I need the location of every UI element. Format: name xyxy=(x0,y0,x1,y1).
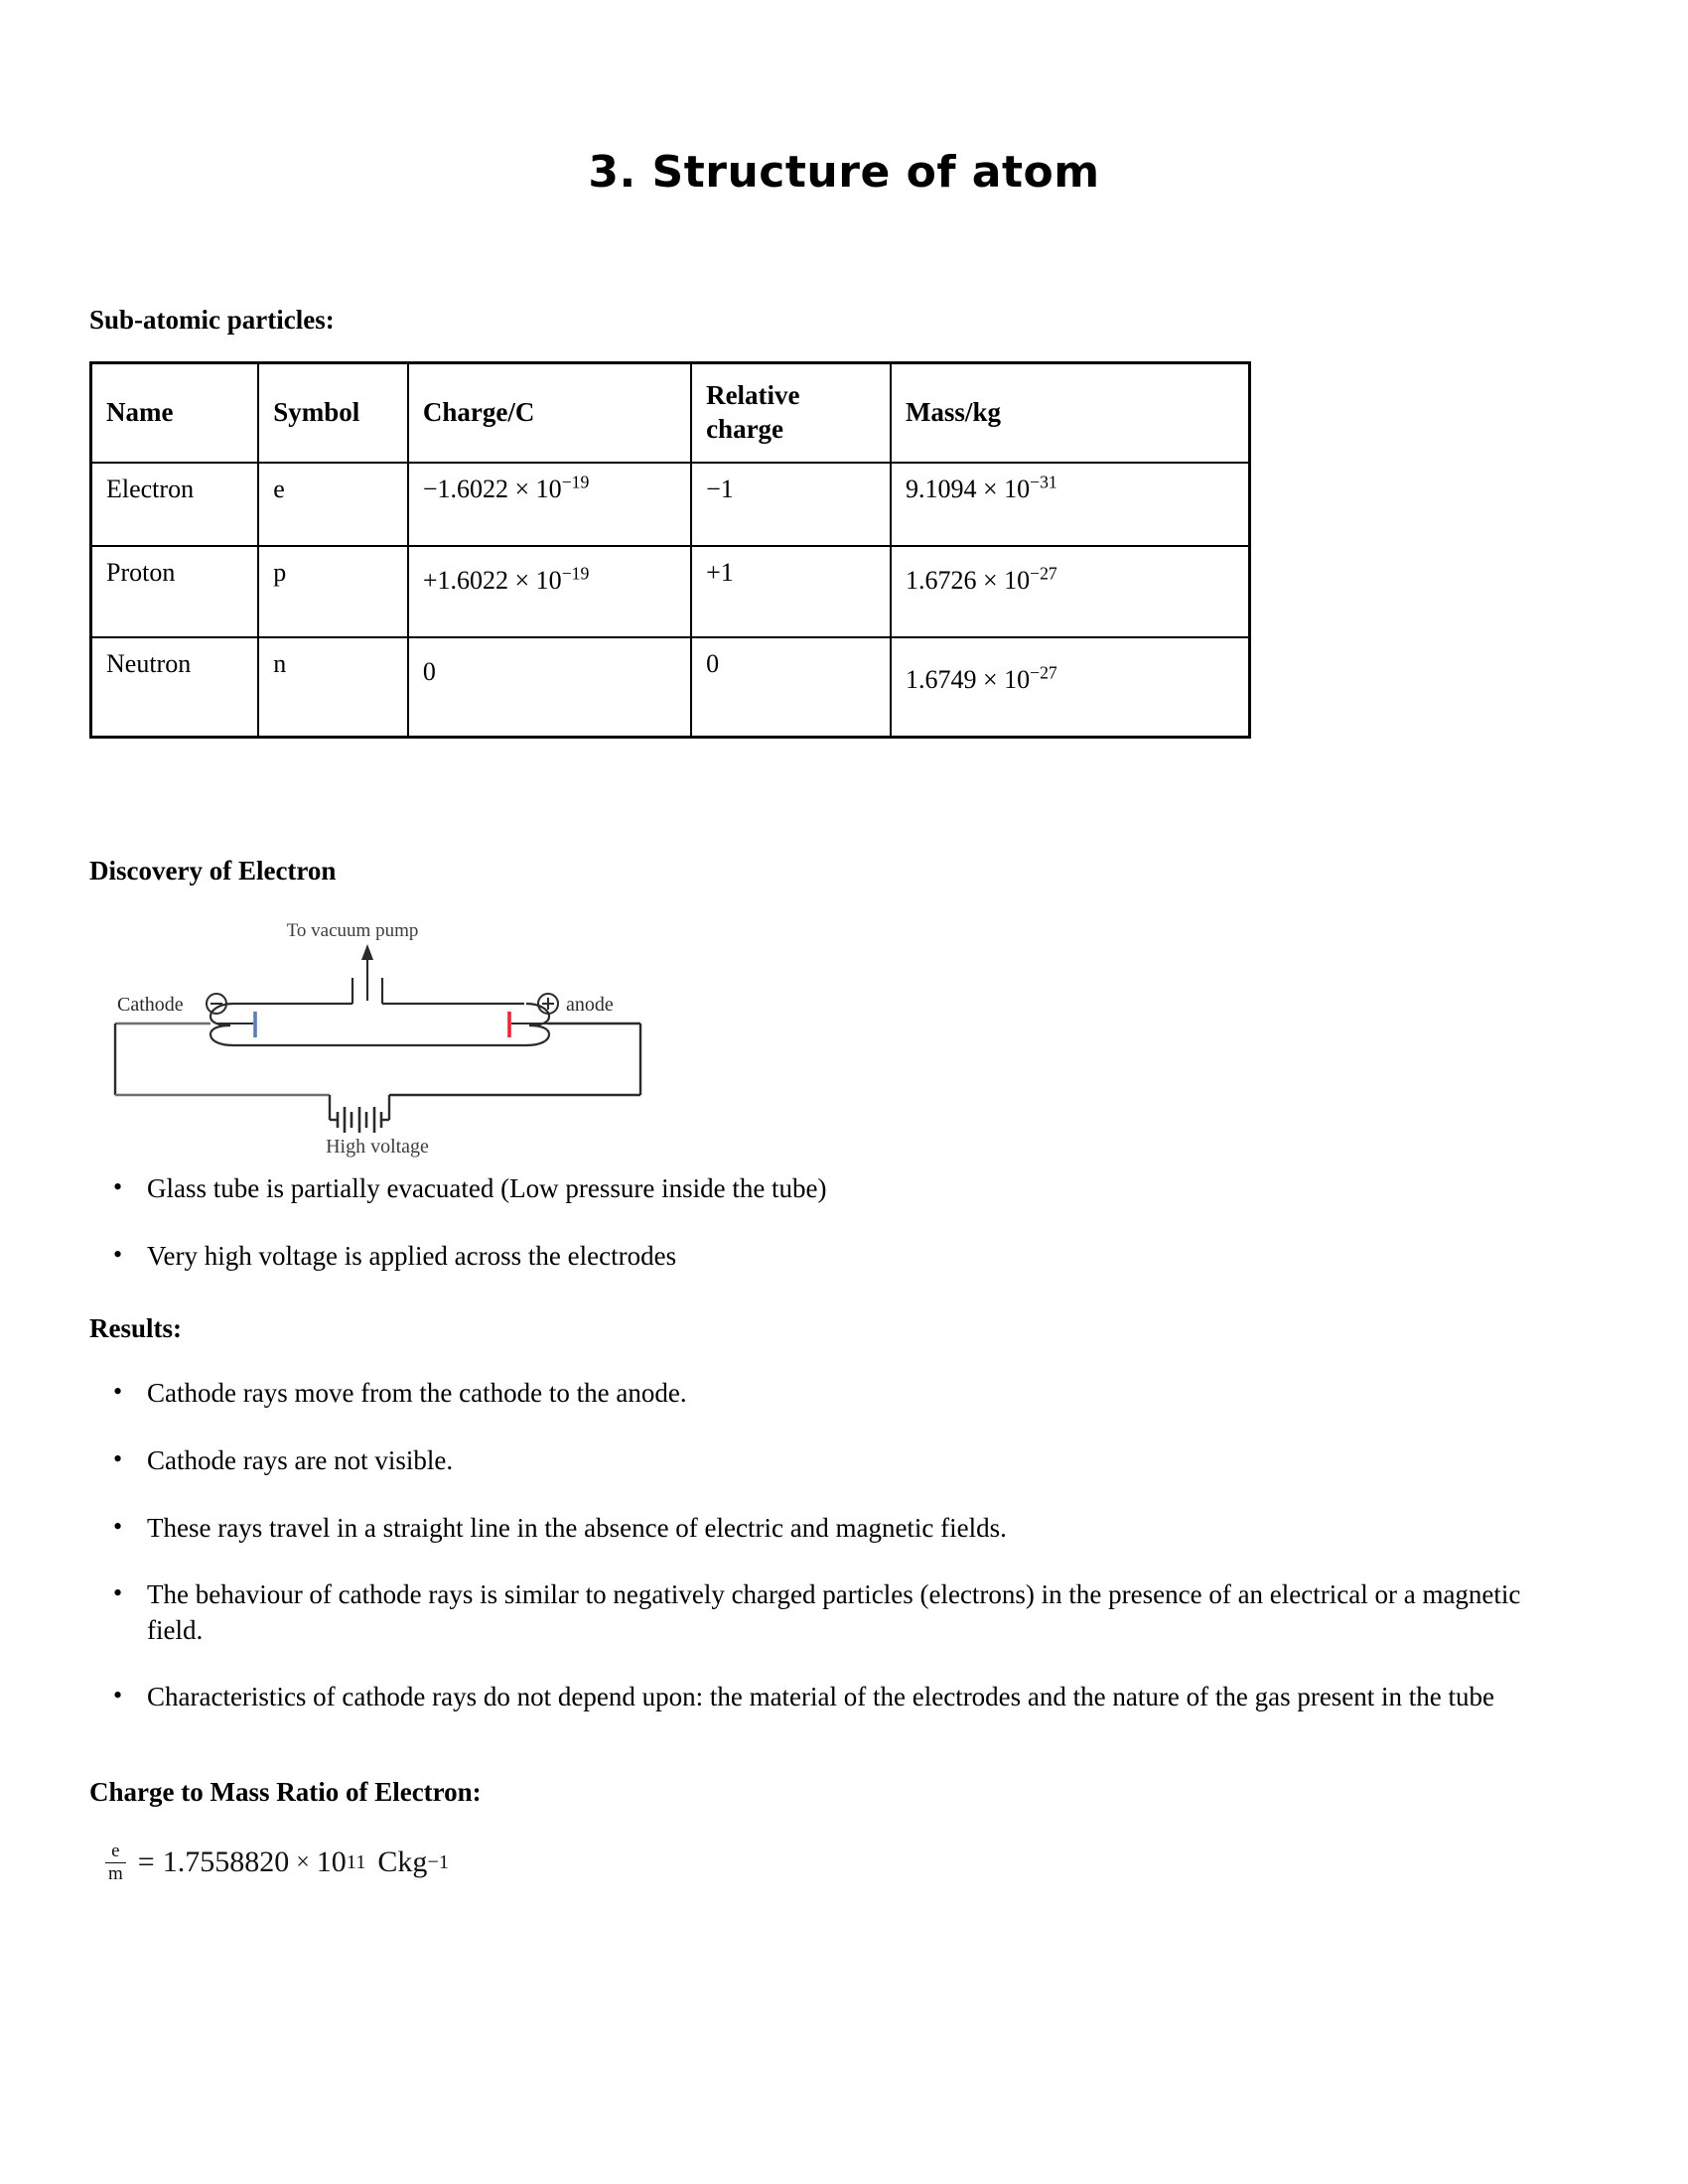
subatomic-particles-heading: Sub-atomic particles: xyxy=(89,305,335,335)
list-item: • Very high voltage is applied across the electrodes xyxy=(89,1239,1577,1275)
table-row xyxy=(91,463,1250,546)
high-voltage-label: High voltage xyxy=(326,1136,429,1158)
cell-symbol: n xyxy=(258,637,408,738)
formula-base: 10 xyxy=(316,1845,347,1879)
cell-name: Proton xyxy=(91,546,259,637)
subatomic-particles-table xyxy=(89,361,1251,739)
cell-mass xyxy=(891,463,1250,546)
charge-to-mass-ratio-formula: $\frac{e}{m}$ = 1.7558820 × 10 11 Ckg −1 xyxy=(105,1842,1599,1884)
column-header-relative-charge: Relative charge xyxy=(691,363,891,464)
list-item: • Glass tube is partially evacuated (Low pressure inside the tube) xyxy=(89,1171,1577,1207)
formula-unit: Ckg xyxy=(377,1845,428,1879)
list-item: • These rays travel in a straight line in the absence of electric and magnetic fields. xyxy=(89,1511,1577,1547)
cell-charge xyxy=(408,463,691,546)
column-header-symbol: Symbol xyxy=(258,363,408,464)
column-header-mass: Mass/kg xyxy=(891,363,1250,464)
mass-mantissa: 9.1094 × 10 xyxy=(905,475,1031,503)
discharge-tube-svg xyxy=(99,916,655,1140)
vacuum-pump-label: To vacuum pump xyxy=(286,920,419,941)
discovery-bullet-list xyxy=(89,1171,1599,1274)
charge-mantissa: 0 xyxy=(422,657,436,686)
list-item: • Cathode rays move from the cathode to the anode. xyxy=(89,1376,1577,1412)
results-section xyxy=(89,1313,1599,1715)
column-header-name: Name xyxy=(91,363,259,464)
charge-mantissa: −1.6022 × 10 xyxy=(422,475,562,503)
discovery-of-electron-heading: Discovery of Electron xyxy=(89,856,337,886)
charge-exponent: −19 xyxy=(561,472,590,492)
table-row xyxy=(91,637,1250,738)
page-title: 3. Structure of atom xyxy=(588,147,1100,198)
charge-exponent: −19 xyxy=(561,563,590,584)
cell-relative-charge: +1 xyxy=(691,546,891,637)
cathode-label: Cathode xyxy=(117,994,184,1016)
cell-mass xyxy=(891,546,1250,637)
list-item: • Characteristics of cathode rays do not depend upon: the material of the electrodes and the nature of the gas present in the tube xyxy=(89,1680,1577,1715)
table-row xyxy=(91,546,1250,637)
fraction-denominator: m xyxy=(105,1862,126,1884)
equals-sign: = xyxy=(137,1845,155,1879)
mass-mantissa: 1.6749 × 10 xyxy=(905,665,1031,694)
cell-relative-charge: 0 xyxy=(691,637,891,738)
cell-symbol: e xyxy=(258,463,408,546)
mass-exponent: −27 xyxy=(1030,662,1057,683)
charge-mantissa: +1.6022 × 10 xyxy=(422,566,562,595)
cell-symbol: p xyxy=(258,546,408,637)
cell-name: Neutron xyxy=(91,637,259,738)
discovery-of-electron-section xyxy=(89,856,1599,1274)
results-bullet-list xyxy=(89,1376,1599,1715)
fraction-numerator: e xyxy=(111,1841,120,1861)
charge-to-mass-ratio-heading: Charge to Mass Ratio of Electron: xyxy=(89,1777,482,1807)
list-item: • Cathode rays are not visible. xyxy=(89,1443,1577,1479)
cell-charge xyxy=(408,546,691,637)
cell-charge xyxy=(408,637,691,738)
cell-relative-charge: −1 xyxy=(691,463,891,546)
anode-label: anode xyxy=(566,994,614,1016)
column-header-charge: Charge/C xyxy=(408,363,691,464)
cathode-ray-tube-diagram xyxy=(99,916,655,1158)
mass-mantissa: 1.6726 × 10 xyxy=(905,566,1031,595)
cell-mass xyxy=(891,637,1250,738)
fraction-e-over-m xyxy=(105,1842,126,1884)
mass-exponent: −31 xyxy=(1030,472,1057,492)
list-item: • The behaviour of cathode rays is similar to negatively charged particles (electrons) in the presence of an electrical or a magnetic field. xyxy=(89,1577,1577,1648)
formula-value: 1.7558820 xyxy=(162,1845,290,1879)
multiplication-sign: × xyxy=(296,1848,310,1875)
mass-exponent: −27 xyxy=(1030,563,1057,584)
results-heading: Results: xyxy=(89,1313,182,1344)
cell-name: Electron xyxy=(91,463,259,546)
charge-to-mass-ratio-section xyxy=(89,1777,1599,1884)
vacuum-pump-arrowhead xyxy=(361,944,373,960)
table-header-row xyxy=(91,363,1250,464)
